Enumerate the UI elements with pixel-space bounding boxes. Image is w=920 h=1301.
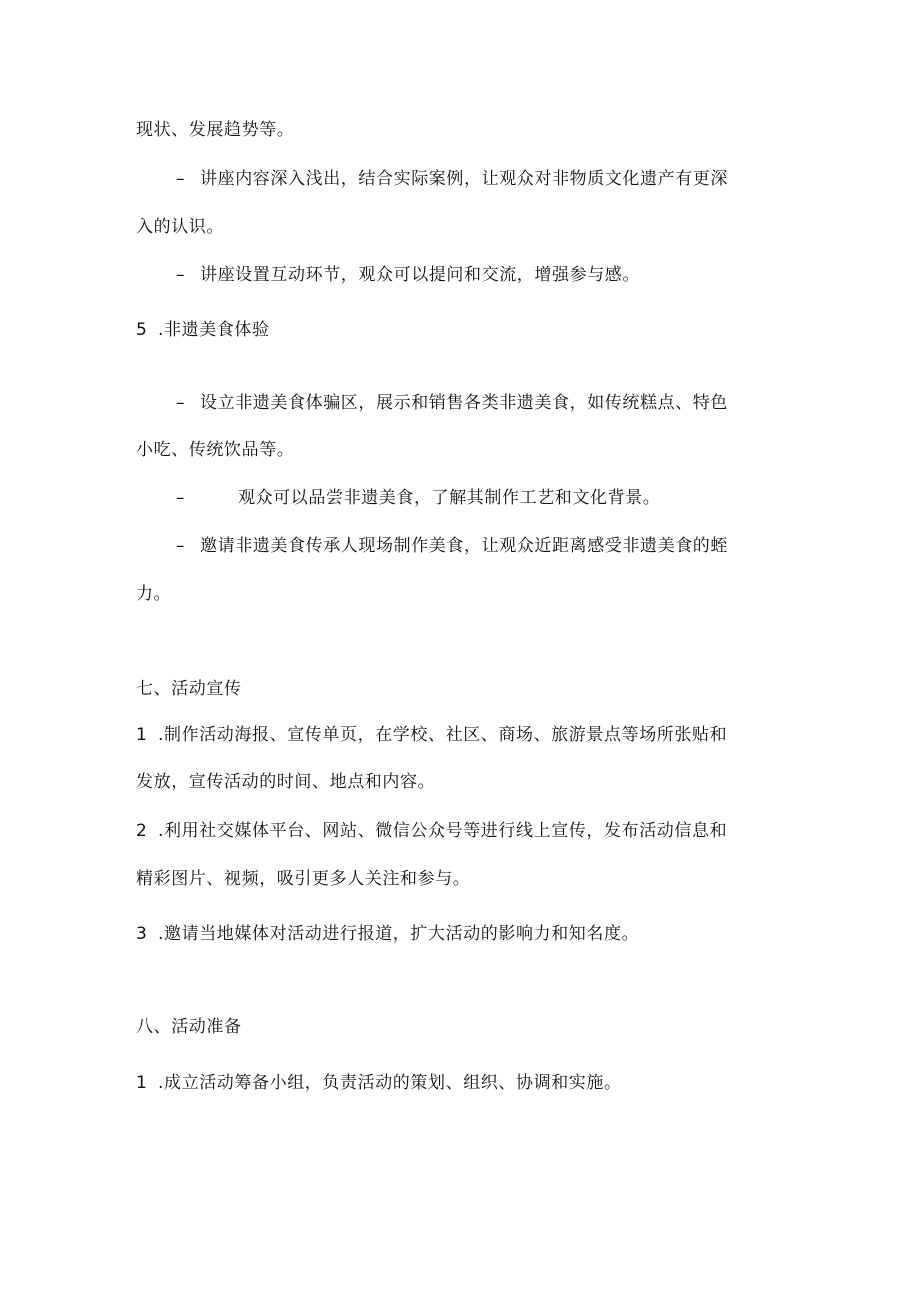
text-span: 讲座内容深入浅出，结合实际案例，让观众对非物质文化遗产有更深 [200, 169, 728, 189]
bullet-item [176, 534, 728, 558]
section-heading [136, 1015, 242, 1039]
dash-marker: – [176, 488, 186, 508]
bullet-item [176, 486, 660, 510]
text-span: 精彩图片、视频，吸引更多人关注和参与。 [136, 869, 471, 889]
text-span: .利用社交媒体平台、网站、微信公众号等进行线上宣传，发布活动信息和 [158, 821, 728, 841]
item-number: 1 [136, 1073, 148, 1093]
text-span: 力。 [136, 584, 172, 604]
item-number: 5 [136, 320, 148, 340]
text-span: 发放，宣传活动的时间、地点和内容。 [136, 772, 436, 792]
text-span: 七、活动宣传 [136, 679, 242, 699]
text-span: 八、活动准备 [136, 1017, 242, 1037]
text-span: .成立活动筹备小组，负责活动的策划、组织、协调和实施。 [158, 1073, 622, 1093]
list-item [136, 723, 727, 747]
text-span: 现状、发展趋势等。 [136, 120, 295, 140]
item-number: 3 [136, 924, 148, 944]
text-span: 小吃、传统饮品等。 [136, 440, 295, 460]
text-span: 邀请非遗美食传承人现场制作美食，让观众近距离感受非遗美食的蛭 [200, 536, 728, 556]
bullet-item [176, 263, 640, 287]
bullet-item [176, 391, 728, 415]
text-span: .制作活动海报、宣传单页，在学校、社区、商场、旅游景点等场所张贴和 [158, 725, 728, 745]
dash-marker: – [176, 169, 186, 189]
text-span: 观众可以品尝非遗美食，了解其制作工艺和文化背景。 [238, 488, 661, 508]
paragraph-continuation [136, 770, 435, 794]
list-item-heading [136, 318, 270, 342]
dash-marker: – [176, 265, 186, 285]
list-item [136, 922, 639, 946]
text-span: .非遗美食体验 [158, 320, 270, 340]
item-number: 2 [136, 821, 148, 841]
paragraph-continuation [136, 867, 470, 891]
text-span: 设立非遗美食体骗区，展示和销售各类非遗美食，如传统糕点、特色 [200, 393, 728, 413]
paragraph-continuation [136, 438, 294, 462]
text-span: 入的认识。 [136, 217, 224, 237]
section-heading [136, 677, 242, 701]
paragraph-text [136, 118, 294, 142]
bullet-item [176, 167, 728, 191]
dash-marker: – [176, 536, 186, 556]
dash-marker: – [176, 393, 186, 413]
list-item [136, 819, 727, 843]
text-span: .邀请当地媒体对活动进行报道，扩大活动的影响力和知名度。 [158, 924, 640, 944]
item-number: 1 [136, 725, 148, 745]
paragraph-continuation [136, 215, 224, 239]
text-span: 讲座设置互动环节，观众可以提问和交流，增强参与感。 [200, 265, 640, 285]
paragraph-continuation [136, 582, 171, 606]
list-item [136, 1071, 622, 1095]
